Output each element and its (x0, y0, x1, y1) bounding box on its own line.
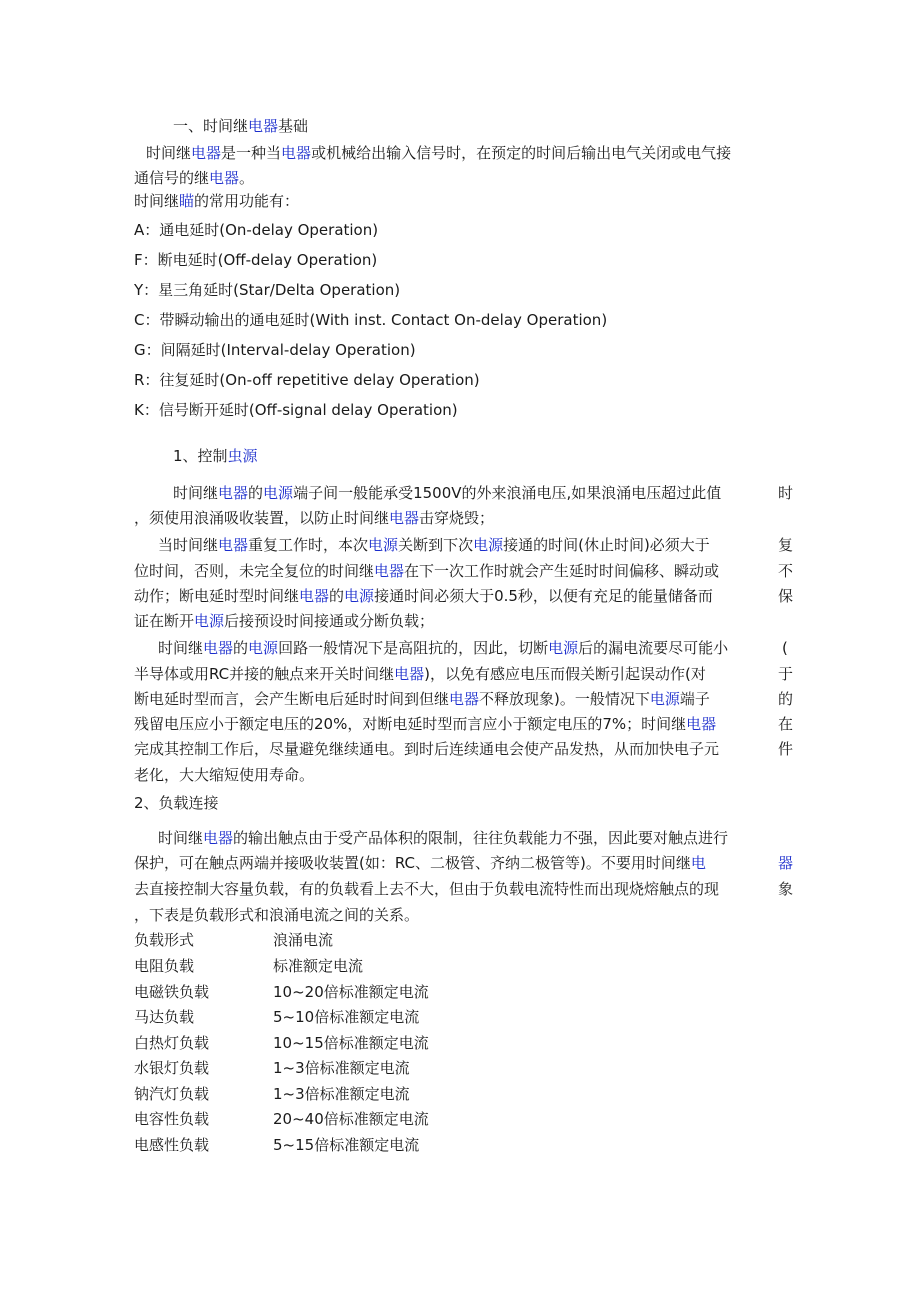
table-cell: 电容性负载 (134, 1110, 210, 1128)
body-text: ( (782, 639, 788, 657)
paragraph-line (158, 638, 818, 658)
body-text: 或机械给出输入信号时，在预定的时间后输出电气关闭或电气接 (311, 144, 732, 162)
body-text: 接通时间必须大于0.5秒，以便有充足的能量储备而 (374, 587, 713, 605)
table-cell: 电磁铁负载 (134, 983, 210, 1001)
body-text: 端子间一般能承受1500V的外来浪涌电压,如果浪涌电压超过此值 (293, 484, 722, 502)
keyword-link[interactable]: 电源 (548, 639, 579, 657)
paragraph-line (134, 561, 794, 581)
heading-text: 基础 (278, 117, 309, 135)
paragraph-line: 老化，大大缩短使用寿命。 (134, 766, 315, 784)
function-item: A：通电延时(On-delay Operation) (134, 221, 379, 239)
keyword-link[interactable]: 电源 (344, 587, 375, 605)
body-text: 复 (778, 536, 794, 554)
body-text: 时间继 (146, 144, 192, 162)
function-item: R：往复延时(On-off repetitive delay Operation) (134, 371, 480, 389)
keyword-link[interactable]: 电器 (686, 715, 717, 733)
keyword-link[interactable]: 电源 (194, 612, 225, 630)
table-row (134, 1007, 534, 1027)
keyword-link[interactable]: 电源 (248, 639, 279, 657)
paragraph-line (134, 664, 794, 684)
function-item: Y：星三角延时(Star/Delta Operation) (134, 281, 401, 299)
body-text: 保护，可在触点两端并接吸收装置(如：RC、二极管、齐纳二极管等)。不要用时间继 (134, 854, 691, 872)
table-row (134, 956, 534, 976)
table-cell: 1~3倍标准额定电流 (273, 1085, 410, 1103)
intro-line-1 (146, 143, 731, 163)
body-text: 不 (778, 562, 794, 580)
body-text: 的常用功能有： (194, 192, 300, 210)
body-text: 不释放现象)。一般情况下 (479, 690, 650, 708)
paragraph-line (134, 879, 794, 899)
intro-line-2 (134, 168, 254, 188)
table-cell: 电感性负载 (134, 1136, 210, 1154)
load-table-header (134, 930, 534, 950)
function-item: G：间隔延时(Interval-delay Operation) (134, 341, 416, 359)
function-item: F：断电延时(Off-delay Operation) (134, 251, 378, 269)
body-text: 接通的时间(休止时间)必须大于 (503, 536, 710, 554)
keyword-link[interactable]: 电器 (203, 639, 234, 657)
body-text: 的 (778, 690, 794, 708)
paragraph-line (134, 689, 794, 709)
body-text: 在 (778, 715, 794, 733)
body-text: 后接预设时间接通或分断负载； (224, 612, 435, 630)
table-cell: 5~15倍标准额定电流 (273, 1136, 420, 1154)
table-cell: 标准额定电流 (273, 957, 364, 975)
table-header-load-type: 负载形式 (134, 931, 195, 949)
table-cell: 马达负载 (134, 1008, 195, 1026)
keyword-link[interactable]: 电器 (389, 509, 420, 527)
body-text: )，以免有感应电压而假关断引起误动作(对 (424, 665, 706, 683)
body-text: 关断到下次 (398, 536, 474, 554)
heading-text: 一、时间继 (173, 117, 249, 135)
function-item: K：信号断开延时(Off-signal delay Operation) (134, 401, 458, 419)
table-cell: 10~20倍标准额定电流 (273, 983, 429, 1001)
table-row (134, 1109, 534, 1129)
keyword-link[interactable]: 电源 (649, 690, 680, 708)
body-text: 证在断开 (134, 612, 195, 630)
keyword-link[interactable]: 虫源 (227, 447, 258, 465)
table-cell: 电阻负载 (134, 957, 195, 975)
paragraph-line (158, 828, 728, 848)
body-text: 击穿烧毁； (419, 509, 495, 527)
section-heading-power (173, 446, 258, 466)
body-text: 。 (239, 169, 255, 187)
body-text: 是一种当 (221, 144, 282, 162)
body-text: 断电延时型而言，会产生断电后延时时间到但继 (134, 690, 450, 708)
keyword-link[interactable]: 电器 (203, 829, 234, 847)
keyword-link[interactable]: 电器 (209, 169, 240, 187)
body-text: 通信号的继 (134, 169, 210, 187)
body-text: 端子 (679, 690, 710, 708)
body-text: 时间继 (134, 192, 180, 210)
body-text: 回路一般情况下是高阻抗的，因此，切断 (278, 639, 549, 657)
paragraph-line: ，下表是负载形式和浪涌电流之间的关系。 (134, 906, 420, 924)
paragraph-line (134, 714, 794, 734)
table-row (134, 1084, 534, 1104)
table-cell: 10~15倍标准额定电流 (273, 1034, 429, 1052)
body-text: 时间继 (158, 829, 204, 847)
paragraph-line (134, 508, 494, 528)
table-header-surge-current: 浪涌电流 (273, 931, 334, 949)
body-text: 象 (778, 880, 794, 898)
paragraph-line (134, 739, 794, 759)
keyword-link[interactable]: 电源 (368, 536, 399, 554)
body-text: 后的漏电流要尽可能小 (578, 639, 729, 657)
function-item: C：带瞬动输出的通电延时(With inst. Contact On-delay Operation) (134, 311, 608, 329)
body-text: 于 (778, 665, 794, 683)
body-text: 动作；断电延时型时间继 (134, 587, 300, 605)
table-row (134, 982, 534, 1002)
body-text: 时间继 (173, 484, 219, 502)
keyword-link[interactable]: 电源 (473, 536, 504, 554)
table-row (134, 1135, 534, 1155)
body-text: 完成其控制工作后，尽量避免继续通电。到时后连续通电会使产品发热，从而加快电子元 (134, 740, 720, 758)
table-row (134, 1033, 534, 1053)
keyword-link[interactable]: 电器 (191, 144, 222, 162)
paragraph-line (173, 483, 833, 503)
body-text: 件 (778, 740, 794, 758)
keyword-link[interactable]: 电器 (281, 144, 312, 162)
keyword-link[interactable]: 电器 (248, 117, 279, 135)
table-cell: 水银灯负载 (134, 1059, 210, 1077)
keyword-link[interactable]: 电器 (374, 562, 405, 580)
keyword-link[interactable]: 电 (690, 854, 706, 872)
body-text: 的 (329, 587, 345, 605)
body-text: 在下一次工作时就会产生延时时间偏移、瞬动或 (404, 562, 720, 580)
body-text: 时 (778, 484, 794, 502)
keyword-link[interactable]: 器 (778, 854, 794, 872)
paragraph-line (134, 853, 794, 873)
body-text: 的 (248, 484, 264, 502)
table-cell: 20~40倍标准额定电流 (273, 1110, 429, 1128)
body-text: 保 (778, 587, 794, 605)
body-text: ，须使用浪涌吸收装置，以防止时间继 (134, 509, 390, 527)
keyword-link[interactable]: 电器 (449, 690, 480, 708)
body-text: 当时间继 (158, 536, 219, 554)
paragraph-line (134, 586, 794, 606)
table-cell: 1~3倍标准额定电流 (273, 1059, 410, 1077)
body-text: 时间继 (158, 639, 204, 657)
keyword-link[interactable]: 电器 (218, 484, 249, 502)
table-cell: 5~10倍标准额定电流 (273, 1008, 420, 1026)
section-heading-load: 2、负载连接 (134, 794, 219, 812)
body-text: 重复工作时，本次 (248, 536, 369, 554)
paragraph-line (134, 611, 434, 631)
section-heading-basics (173, 116, 308, 136)
body-text: 半导体或用RC并接的触点来开关时间继 (134, 665, 395, 683)
body-text: 去直接控制大容量负载，有的负载看上去不大，但由于负载电流特性而出现烧熔触点的现 (134, 880, 720, 898)
keyword-link[interactable]: 电源 (263, 484, 294, 502)
table-cell: 钠汽灯负载 (134, 1085, 210, 1103)
table-row (134, 1058, 534, 1078)
body-text: 残留电压应小于额定电压的20%，对断电延时型而言应小于额定电压的7%；时间继 (134, 715, 687, 733)
body-text: 的输出触点由于受产品体积的限制，往往负载能力不强，因此要对触点进行 (233, 829, 729, 847)
paragraph-line (158, 535, 818, 555)
heading-text: 1、控制 (173, 447, 228, 465)
keyword-link[interactable]: 电器 (394, 665, 425, 683)
body-text: 位时间，否则，未完全复位的时间继 (134, 562, 375, 580)
keyword-link[interactable]: 电器 (218, 536, 249, 554)
functions-title (134, 191, 299, 211)
body-text: 的 (233, 639, 249, 657)
table-cell: 白热灯负载 (134, 1034, 210, 1052)
keyword-link[interactable]: 电器 (299, 587, 330, 605)
keyword-link[interactable]: 瞄 (179, 192, 195, 210)
